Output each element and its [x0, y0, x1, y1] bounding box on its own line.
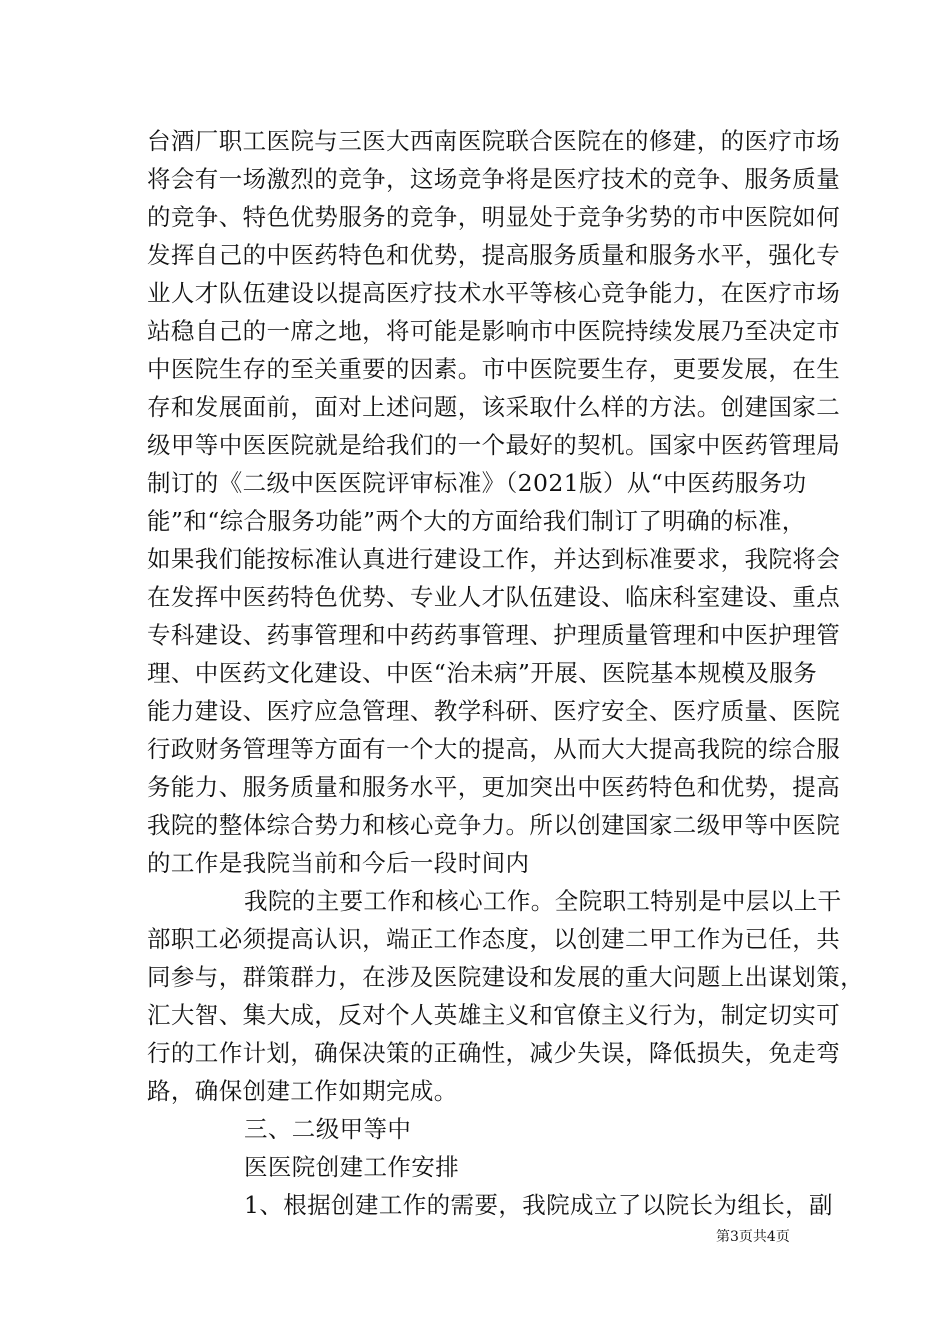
- text-line-21: 我院的主要工作和核心工作。全院职工特别是中层以上干: [244, 887, 842, 915]
- section-heading-line-1: 三、二级甲等中: [244, 1115, 412, 1143]
- text-line-11: 能”和“综合服务功能”两个大的方面给我们制订了明确的标准，: [147, 507, 806, 535]
- text-line-3: 的竞争、特色优势服务的竞争，明显处于竞争劣势的市中医院如何: [147, 203, 841, 231]
- text-line-25: 行的工作计划，确保决策的正确性，减少失误，降低损失，免走弯: [147, 1039, 841, 1067]
- text-line-1: 台酒厂职工医院与三医大西南医院联合医院在的修建，的医疗市场: [147, 127, 841, 155]
- text-line-9: 级甲等中医医院就是给我们的一个最好的契机。国家中医药管理局: [147, 431, 841, 459]
- text-line-23: 同参与，群策群力，在涉及医院建设和发展的重大问题上出谋划策，: [147, 963, 864, 991]
- text-line-26: 路，确保创建工作如期完成。: [147, 1077, 458, 1105]
- text-line-29: 1、根据创建工作的需要，我院成立了以院长为组长，副: [244, 1191, 833, 1219]
- text-line-6: 站稳自己的一席之地，将可能是影响市中医院持续发展乃至决定市: [147, 317, 841, 345]
- text-line-22: 部职工必须提高认识，端正工作态度，以创建二甲工作为已任，共: [147, 925, 841, 953]
- text-line-4: 发挥自己的中医药特色和优势，提高服务质量和服务水平，强化专: [147, 241, 841, 269]
- text-line-5: 业人才队伍建设以提高医疗技术水平等核心竞争能力，在医疗市场: [147, 279, 841, 307]
- text-line-17: 行政财务管理等方面有一个大的提高，从而大大提高我院的综合服: [147, 735, 841, 763]
- text-line-15: 理、中医药文化建设、中医“治未病”开展、医院基本规模及服务: [147, 659, 818, 687]
- text-line-19: 我院的整体综合势力和核心竞争力。所以创建国家二级甲等中医院: [147, 811, 841, 839]
- text-line-24: 汇大智、集大成，反对个人英雄主义和官僚主义行为，制定切实可: [147, 1001, 841, 1029]
- text-line-10: 制订的《二级中医医院评审标准》（2021版）从“中医药服务功: [147, 469, 807, 497]
- text-line-8: 存和发展面前，面对上述问题，该采取什么样的方法。创建国家二: [147, 393, 841, 421]
- text-line-12: 如果我们能按标准认真进行建设工作，并达到标准要求，我院将会: [147, 545, 841, 573]
- page-number-footer: 第3页共4页: [716, 1229, 790, 1245]
- text-line-7: 中医院生存的至关重要的因素。市中医院要生存，更要发展，在生: [147, 355, 841, 383]
- text-line-16: 能力建设、医疗应急管理、教学科研、医疗安全、医疗质量、医院: [147, 697, 841, 725]
- section-heading-line-2: 医医院创建工作安排: [244, 1153, 460, 1181]
- text-line-20: 的工作是我院当前和今后一段时间内: [147, 849, 530, 877]
- text-line-2: 将会有一场激烈的竞争，这场竞争将是医疗技术的竞争、服务质量: [147, 165, 841, 193]
- text-line-18: 务能力、服务质量和服务水平，更加突出中医药特色和优势，提高: [147, 773, 841, 801]
- text-line-13: 在发挥中医药特色优势、专业人才队伍建设、临床科室建设、重点: [147, 583, 841, 611]
- text-line-14: 专科建设、药事管理和中药药事管理、护理质量管理和中医护理管: [147, 621, 841, 649]
